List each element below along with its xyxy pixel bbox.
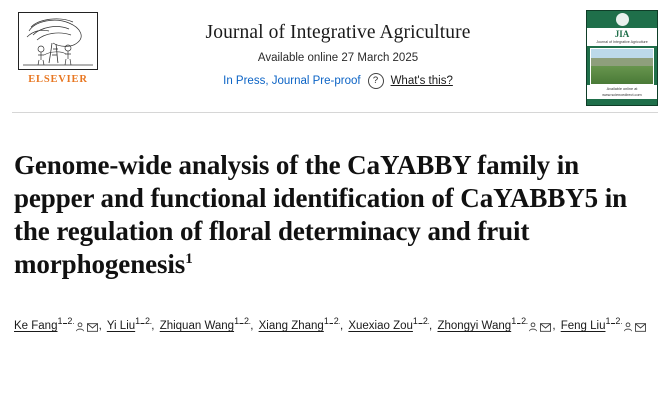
author-entry <box>258 316 346 333</box>
cover-subtitle: Journal of Integrative Agriculture <box>587 40 657 46</box>
author-affiliation-marker[interactable]: 1 2 <box>135 316 152 327</box>
person-icon[interactable] <box>528 322 538 333</box>
envelope-icon[interactable] <box>540 323 551 333</box>
header-divider <box>12 112 658 113</box>
author-separator: , <box>250 320 254 333</box>
author-separator: , <box>98 320 102 333</box>
author-separator: , <box>151 320 155 333</box>
person-icon[interactable] <box>623 322 633 333</box>
author-name[interactable]: Zhiquan Wang <box>159 320 235 333</box>
page-title <box>0 131 670 281</box>
journal-info <box>104 8 572 89</box>
author-affiliation-marker[interactable]: 1 2 <box>57 316 74 327</box>
author-separator: , <box>552 320 556 333</box>
in-press-link[interactable]: In Press, Journal Pre-proof <box>223 75 361 87</box>
question-mark-icon[interactable]: ? <box>368 73 384 89</box>
author-name[interactable]: Xuexiao Zou <box>348 320 413 333</box>
publication-status-row <box>104 73 572 89</box>
author-name[interactable]: Xiang Zhang <box>258 320 324 333</box>
author-entry <box>348 316 434 333</box>
title-line-2: family in pepper and functional <box>14 150 580 214</box>
cover-image[interactable] <box>586 10 658 106</box>
author-affiliation-marker[interactable]: 1 2 <box>511 316 528 327</box>
author-separator: , <box>429 320 433 333</box>
author-entry <box>437 316 557 333</box>
cover-bottom-stripe <box>587 99 657 105</box>
available-online-date: Available online 27 March 2025 <box>257 52 419 64</box>
envelope-icon[interactable] <box>87 323 98 333</box>
cover-logo-text: JIA <box>587 28 657 40</box>
cover-footer-text: Available online at www.sciencedirect.com <box>587 85 657 99</box>
author-affiliation-marker[interactable]: 1 2 <box>234 316 251 327</box>
author-name[interactable]: Zhongyi Wang <box>437 320 512 333</box>
journal-header <box>0 0 670 112</box>
envelope-icon[interactable] <box>635 323 646 333</box>
author-name[interactable]: Yi Liu <box>106 320 136 333</box>
author-entry <box>14 316 104 333</box>
author-list <box>0 299 670 337</box>
person-icon[interactable] <box>75 322 85 333</box>
title-line-5: morphogenesis <box>14 249 186 280</box>
title-line-4: of floral determinacy and fruit <box>180 216 530 247</box>
journal-cover-thumbnail[interactable] <box>572 8 658 106</box>
author-entry <box>106 316 157 333</box>
cover-logo-band <box>587 11 657 28</box>
author-affiliation-marker[interactable]: 1 2 <box>605 316 622 327</box>
author-name[interactable]: Ke Fang <box>14 320 58 333</box>
author-separator: , <box>339 320 344 333</box>
author-affiliation-marker[interactable]: 1 2 <box>323 316 340 327</box>
author-name[interactable]: Feng Liu <box>560 320 606 333</box>
journal-emblem-icon <box>616 13 629 26</box>
journal-title[interactable]: Journal of Integrative Agriculture <box>205 22 471 43</box>
whats-this-link[interactable]: What's this? <box>390 75 453 87</box>
author-entry <box>159 316 256 333</box>
elsevier-tree-icon <box>18 12 98 70</box>
title-footnote-marker[interactable]: 1 <box>185 251 193 268</box>
cover-photo <box>590 48 654 85</box>
elsevier-wordmark: ELSEVIER <box>28 74 88 85</box>
author-affiliation-marker[interactable]: 1 2 <box>412 316 430 327</box>
author-entry <box>560 316 647 333</box>
title-line-3: identification of CaYABBY5 in the regulation <box>14 183 628 247</box>
elsevier-logo[interactable] <box>12 8 104 85</box>
title-line-1: Genome-wide analysis of the CaYABBY <box>14 150 471 181</box>
